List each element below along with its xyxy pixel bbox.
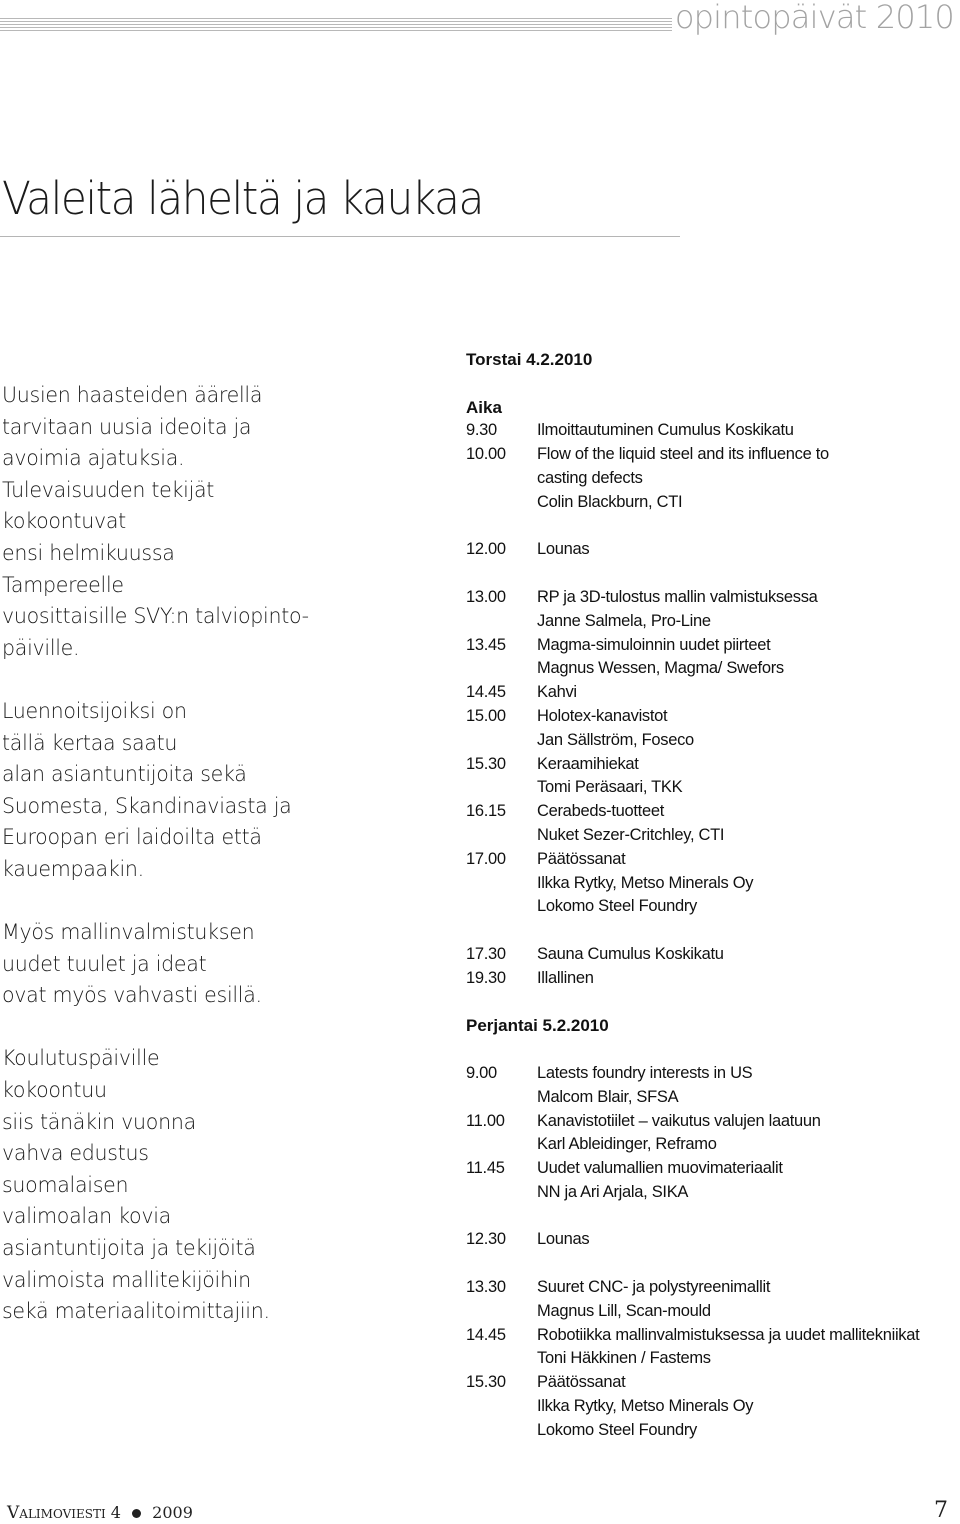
- schedule-row: [466, 1395, 958, 1419]
- session-title: RP ja 3D-tulostus mallin valmistuksessa: [537, 587, 818, 606]
- session-title: Holotex-kanavistot: [537, 706, 668, 725]
- session-title: Kahvi: [537, 683, 577, 702]
- session-time: 9.30: [466, 421, 497, 440]
- schedule-row: [466, 776, 958, 800]
- intro-line: ovat myös vahvasti esillä.: [2, 983, 262, 1008]
- session-time: 13.30: [466, 1278, 506, 1297]
- intro-line: Uusien haasteiden äärellä: [2, 383, 263, 407]
- session-time: 11.45: [466, 1159, 505, 1178]
- schedule-row: [466, 634, 958, 658]
- session-time: [466, 1395, 537, 1419]
- day2-title: Perjantai 5.2.2010: [466, 1016, 609, 1036]
- session-time: 16.15: [466, 802, 506, 821]
- schedule-row: [466, 1371, 958, 1395]
- schedule-row: [466, 610, 958, 634]
- session-detail: Lokomo Steel Foundry: [537, 1420, 698, 1439]
- session-title: Kanavistotiilet – vaikutus valujen laatuun: [537, 1111, 821, 1130]
- intro-line: Tampereelle: [2, 572, 124, 597]
- session-time: [466, 1181, 537, 1205]
- schedule-row: [466, 729, 958, 753]
- intro-line: tarvitaan uusia ideoita ja: [2, 414, 252, 439]
- session-time: [466, 1300, 537, 1324]
- session-detail: Magnus Wessen, Magma/ Swefors: [537, 659, 784, 678]
- intro-paragraph: [2, 696, 414, 886]
- schedule-row: [466, 1157, 958, 1181]
- intro-line: Euroopan eri laidoilta että: [2, 825, 262, 850]
- schedule-row: [466, 467, 958, 491]
- session-time: 14.45: [466, 1325, 506, 1344]
- intro-line: valimoalan kovia: [2, 1204, 171, 1229]
- schedule-row: [466, 895, 958, 919]
- schedule-row: [466, 1110, 958, 1134]
- session-title: Päätössanat: [537, 849, 626, 868]
- session-time: [466, 610, 537, 634]
- intro-line: vahva edustus: [2, 1141, 149, 1166]
- intro-line: suomalaisen: [2, 1172, 129, 1197]
- time-column-heading: Aika: [466, 397, 502, 417]
- schedule-row: [466, 1347, 958, 1371]
- session-title: Magma-simuloinnin uudet piirteet: [537, 635, 771, 654]
- intro-paragraph: [2, 380, 414, 664]
- schedule-row: [466, 657, 958, 681]
- session-time: 9.00: [466, 1063, 497, 1082]
- issue-year: 2009: [152, 1503, 193, 1522]
- intro-line: Suomesta, Skandinaviasta ja: [2, 793, 292, 818]
- intro-line: kokoontuvat: [2, 509, 126, 534]
- schedule-row: [466, 586, 958, 610]
- session-detail: Ilkka Rytky, Metso Minerals Oy: [537, 1397, 754, 1416]
- schedule-row: [466, 1300, 958, 1324]
- day2-schedule: [466, 1062, 958, 1443]
- schedule-row: [466, 800, 958, 824]
- session-time: [466, 467, 537, 491]
- session-time: 12.30: [466, 1230, 506, 1249]
- session-time: 13.00: [466, 587, 506, 606]
- session-detail: Tomi Peräsaari, TKK: [537, 778, 683, 797]
- session-time: 14.45: [466, 683, 506, 702]
- session-time: 15.30: [466, 754, 506, 773]
- session-detail: casting defects: [537, 468, 643, 487]
- intro-line: kokoontuu: [2, 1078, 107, 1103]
- session-time: [466, 491, 537, 515]
- schedule-row: [466, 824, 958, 848]
- schedule-row: [466, 967, 958, 991]
- session-time: [466, 729, 537, 753]
- section-tag: opintopäivät 2010: [674, 0, 954, 36]
- session-time: [466, 824, 537, 848]
- intro-line: alan asiantuntijoita sekä: [2, 762, 247, 787]
- session-title: Päätössanat: [537, 1373, 626, 1392]
- session-title: Uudet valumallien muovimateriaalit: [537, 1159, 783, 1178]
- page-number: 7: [934, 1498, 948, 1523]
- session-time: [466, 657, 537, 681]
- session-detail: NN ja Ari Arjala, SIKA: [537, 1182, 689, 1201]
- session-title: Latests foundry interests in US: [537, 1063, 753, 1082]
- session-title: Illallinen: [537, 968, 594, 987]
- schedule-row: [466, 872, 958, 896]
- session-detail: Karl Ableidinger, Reframo: [537, 1135, 717, 1154]
- session-title: Ilmoittautuminen Cumulus Koskikatu: [537, 421, 794, 440]
- footer-publication: [7, 1503, 193, 1523]
- session-detail: Janne Salmela, Pro-Line: [537, 611, 711, 630]
- schedule-row: [466, 538, 958, 562]
- session-time: 12.00: [466, 540, 506, 559]
- intro-line: Tulevaisuuden tekijät: [2, 477, 215, 502]
- session-time: [466, 872, 537, 896]
- schedule-row: [466, 753, 958, 777]
- session-time: [466, 1086, 537, 1110]
- schedule-row: [466, 1062, 958, 1086]
- intro-line: Luennoitsijoiksi on: [2, 698, 187, 723]
- session-detail: Magnus Lill, Scan-mould: [537, 1301, 711, 1320]
- session-time: [466, 1347, 537, 1371]
- intro-line: sekä materiaalitoimittajiin.: [2, 1299, 270, 1324]
- intro-line: uudet tuulet ja ideat: [2, 951, 207, 976]
- issue-number: 4: [110, 1503, 121, 1522]
- schedule-row: [466, 681, 958, 705]
- schedule-row: [466, 1133, 958, 1157]
- schedule-row: [466, 443, 958, 467]
- schedule-row: [466, 705, 958, 729]
- schedule-row: [466, 1419, 958, 1443]
- session-time: 11.00: [466, 1111, 505, 1130]
- session-time: [466, 776, 537, 800]
- intro-line: vuosittaisille SVY:n talviopinto-: [2, 604, 309, 629]
- schedule-row: [466, 848, 958, 872]
- session-detail: Toni Häkkinen / Fastems: [537, 1349, 711, 1368]
- session-title: Keraamihiekat: [537, 754, 639, 773]
- schedule-row: [466, 1228, 958, 1252]
- session-time: 17.30: [466, 944, 506, 963]
- session-detail: Ilkka Rytky, Metso Minerals Oy: [537, 873, 754, 892]
- intro-line: tällä kertaa saatu: [2, 730, 178, 755]
- session-detail: Malcom Blair, SFSA: [537, 1087, 679, 1106]
- intro-line: Koulutuspäiville: [2, 1046, 160, 1071]
- session-title: Robotiikka mallinvalmistuksessa ja uudet mallitekniikat: [537, 1325, 920, 1344]
- session-time: 10.00: [466, 445, 506, 464]
- article-headline: Valeita läheltä ja kaukaa: [2, 172, 483, 225]
- session-title: Cerabeds-tuotteet: [537, 802, 664, 821]
- day1-schedule: [466, 419, 958, 1014]
- magazine-name: Valimoviesti: [7, 1503, 106, 1523]
- session-title: Lounas: [537, 1230, 590, 1249]
- session-time: [466, 1419, 537, 1443]
- intro-line: päiville.: [2, 635, 80, 660]
- session-time: 19.30: [466, 968, 506, 987]
- session-detail: Nuket Sezer-Critchley, CTI: [537, 825, 725, 844]
- schedule-row: [466, 1324, 958, 1348]
- schedule-row: [466, 943, 958, 967]
- session-time: 13.45: [466, 635, 506, 654]
- session-time: [466, 1133, 537, 1157]
- session-detail: Colin Blackburn, CTI: [537, 492, 683, 511]
- header-decorative-lines: [0, 18, 672, 31]
- session-time: 17.00: [466, 849, 506, 868]
- session-detail: Lokomo Steel Foundry: [537, 897, 698, 916]
- schedule-row: [466, 419, 958, 443]
- event-program: [466, 348, 958, 1443]
- session-title: Suuret CNC- ja polystyreenimallit: [537, 1278, 771, 1297]
- intro-line: valimoista mallitekijöihin: [2, 1267, 251, 1292]
- session-time: 15.30: [466, 1373, 506, 1392]
- bullet-icon: [132, 1509, 141, 1518]
- session-detail: Jan Sällström, Foseco: [537, 730, 694, 749]
- intro-text: [2, 380, 414, 1328]
- session-time: [466, 895, 537, 919]
- intro-line: Myös mallinvalmistuksen: [2, 920, 255, 945]
- schedule-row: [466, 1086, 958, 1110]
- intro-line: avoimia ajatuksia.: [2, 446, 185, 471]
- intro-line: asiantuntijoita ja tekijöitä: [2, 1236, 256, 1261]
- intro-line: siis tänäkin vuonna: [2, 1109, 196, 1134]
- session-title: Flow of the liquid steel and its influence to: [537, 445, 829, 464]
- intro-paragraph: [2, 1043, 414, 1327]
- headline-divider: [0, 236, 680, 237]
- session-time: 15.00: [466, 706, 506, 725]
- session-title: Lounas: [537, 540, 590, 559]
- schedule-row: [466, 491, 958, 515]
- day1-title: Torstai 4.2.2010: [466, 350, 593, 369]
- intro-line: ensi helmikuussa: [2, 540, 175, 565]
- schedule-row: [466, 1276, 958, 1300]
- session-title: Sauna Cumulus Koskikatu: [537, 944, 724, 963]
- schedule-row: [466, 1181, 958, 1205]
- intro-paragraph: [2, 917, 414, 1012]
- intro-line: kauempaakin.: [2, 856, 144, 881]
